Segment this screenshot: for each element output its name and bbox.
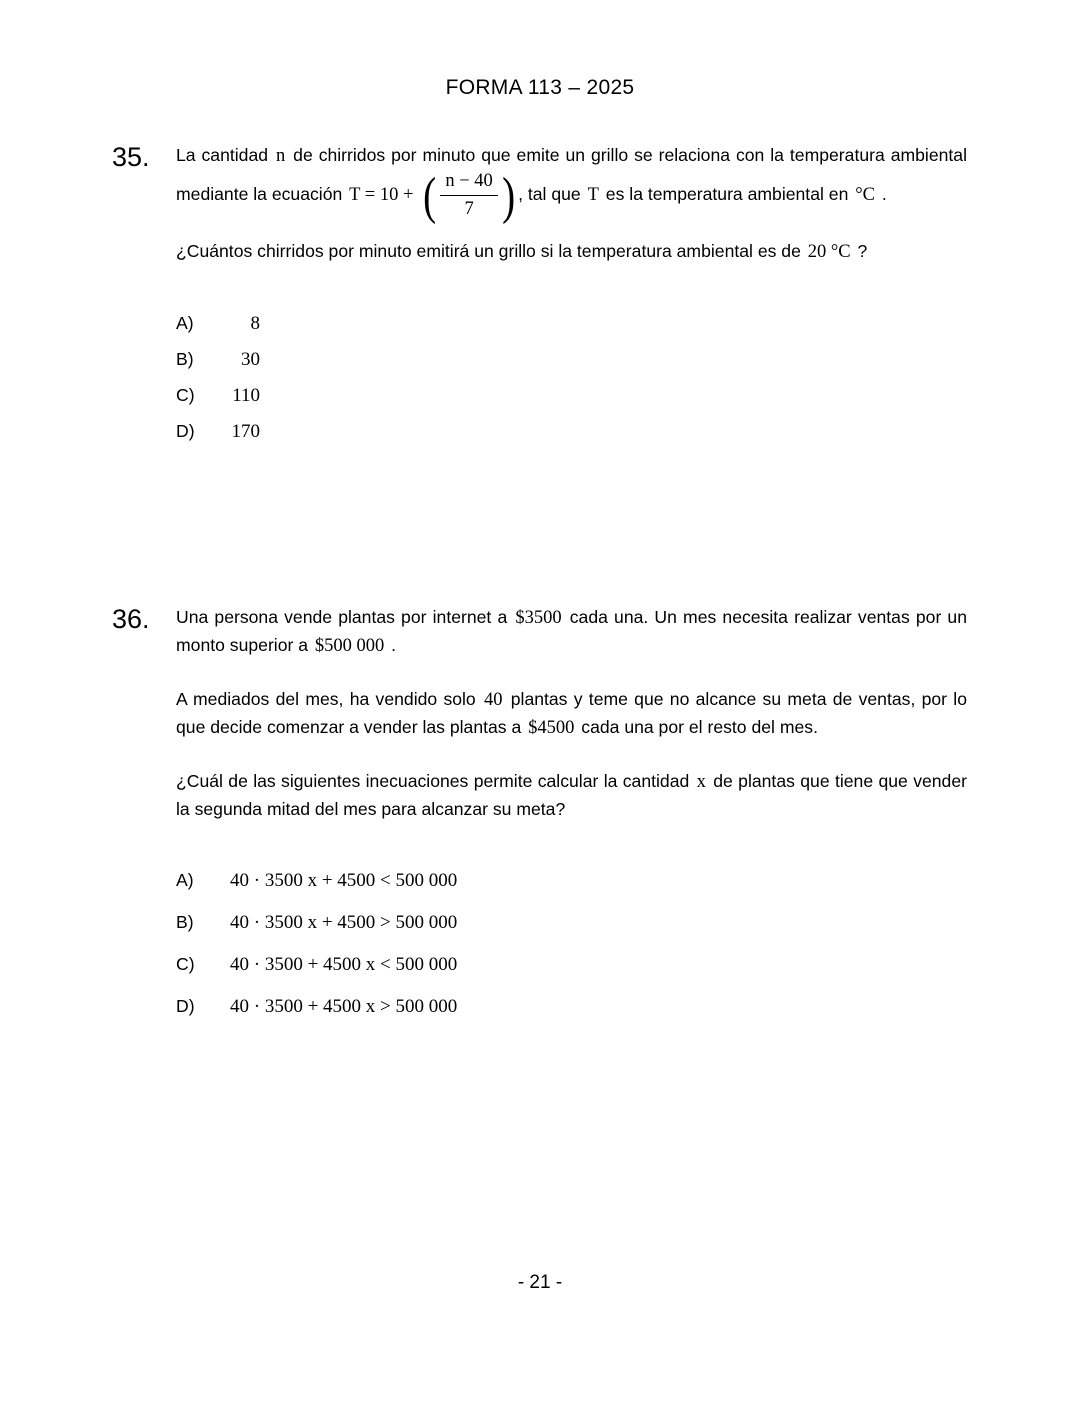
q36-question-paragraph — [176, 768, 967, 823]
option-expression: 40 · 3500 x + 4500 > 500 000 — [230, 912, 458, 933]
option-row-d — [176, 418, 967, 445]
question-35-number: 35. — [112, 142, 150, 172]
option-expression: 40 · 3500 + 4500 x < 500 000 — [230, 954, 458, 975]
math-run-x: x — [696, 772, 706, 792]
text-run: es la temperatura ambiental en — [600, 184, 854, 205]
q35-question-paragraph — [176, 238, 967, 266]
option-value: 170 — [231, 421, 260, 442]
equation-fraction — [422, 166, 516, 224]
math-run-n: n — [275, 146, 286, 166]
q35-options — [176, 310, 967, 445]
text-run: . — [877, 184, 887, 205]
q36-options — [176, 867, 967, 1020]
page-header-title: FORMA 113 – 2025 — [445, 76, 635, 99]
option-row-b — [176, 909, 967, 936]
math-run-500000: $500 000 — [314, 636, 385, 656]
question-36-number: 36. — [112, 604, 150, 634]
text-run: ¿Cuál de las siguientes inecuaciones permite calcular la cantidad — [176, 771, 695, 791]
option-letter: D) — [176, 996, 195, 1016]
q35-intro-paragraph — [176, 142, 967, 224]
option-row-b — [176, 346, 967, 373]
option-letter: C) — [176, 385, 195, 405]
option-row-a — [176, 310, 967, 337]
option-expression: 40 · 3500 x + 4500 < 500 000 — [230, 870, 458, 891]
text-run: ¿Cuántos chirridos por minuto emitirá un grillo si la temperatura ambiental es de — [176, 241, 806, 261]
fraction-denominator: 7 — [464, 199, 474, 219]
math-run-3500: $3500 — [515, 608, 562, 628]
math-run-40: 40 — [483, 690, 503, 710]
option-row-a — [176, 867, 967, 894]
option-value: 8 — [250, 313, 260, 334]
text-run: de chirridos por minuto que emite un grillo se relaciona con la temperatura ambiental mediante la ecuación — [176, 145, 967, 205]
text-run: de plantas que tiene que vender la segunda mitad del mes para alcanzar su meta? — [176, 771, 967, 819]
question-36 — [0, 604, 1080, 1035]
option-value: 110 — [232, 385, 260, 406]
option-row-c — [176, 382, 967, 409]
text-run: . — [386, 635, 397, 655]
option-value: 30 — [241, 349, 260, 370]
option-letter: D) — [176, 421, 195, 441]
question-35-body — [176, 142, 967, 454]
option-letter: C) — [176, 954, 195, 974]
option-letter: B) — [176, 912, 194, 932]
option-letter: B) — [176, 349, 194, 369]
q36-paragraph-1 — [176, 604, 967, 660]
left-paren: ( — [423, 166, 437, 224]
math-run-T: T — [587, 185, 599, 206]
option-row-c — [176, 951, 967, 978]
text-run: plantas y teme que no alcance su meta de ventas, por lo que decide comenzar a vender las plantas a — [176, 689, 967, 737]
text-run: Una persona vende plantas por internet a — [176, 607, 514, 627]
right-paren: ) — [501, 166, 515, 224]
text-run: , tal que — [518, 184, 586, 205]
text-run: A mediados del mes, ha vendido solo — [176, 689, 482, 709]
fraction-numerator: n − 40 — [440, 170, 497, 196]
option-row-d — [176, 993, 967, 1020]
text-run: La cantidad — [176, 145, 274, 165]
text-run: cada una. Un mes necesita realizar ventas por un monto superior a — [176, 607, 968, 655]
option-expression: 40 · 3500 + 4500 x > 500 000 — [230, 996, 458, 1017]
math-run-celsius: °C — [855, 185, 875, 206]
text-run: ? — [852, 241, 868, 261]
text-run: cada una por el resto del mes. — [576, 717, 818, 737]
math-run-20c: 20 °C — [807, 242, 851, 262]
page-number: - 21 - — [517, 1272, 563, 1293]
question-35 — [0, 142, 1080, 454]
question-36-body — [176, 604, 967, 1035]
option-letter: A) — [176, 313, 194, 333]
math-run-4500: $4500 — [528, 718, 575, 738]
fraction — [440, 170, 497, 221]
option-letter: A) — [176, 870, 194, 890]
math-run-equation: T = 10 + — [349, 185, 419, 206]
q36-paragraph-2 — [176, 686, 967, 742]
